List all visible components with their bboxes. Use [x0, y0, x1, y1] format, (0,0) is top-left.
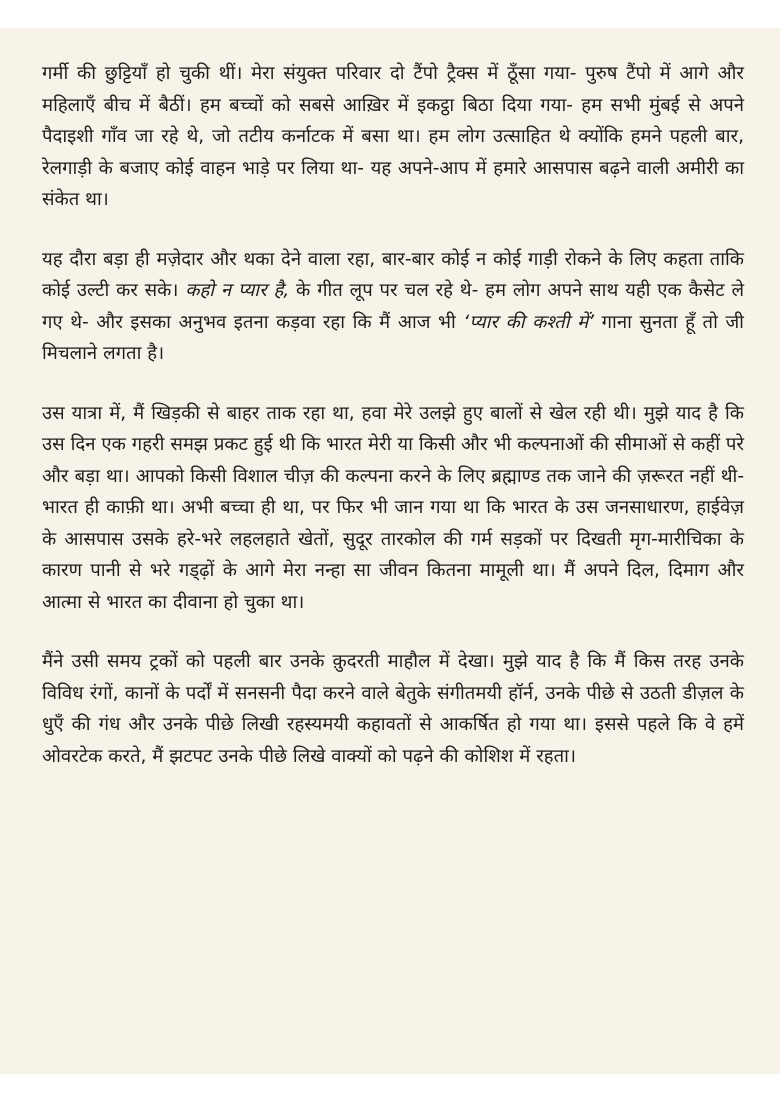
paragraph-text: मैंने उसी समय ट्रकों को पहली बार उनके क़ुदरती माहौल में देखा। मुझे याद है कि मैं किस तरह उनके विविध रंगों, कानों के पर्दों में सनसनी पैदा करने वाले बेतुके संगीतमयी हॉर्न, उनके पीछे से उठती डीज़ल के धुएँ की गंध और उनके पीछे लिखी रहस्यमयी कहावतों से आकर्षित हो गया था। इससे पहले कि वे हमें ओवरटेक करते, मैं झटपट उनके पीछे लिखे वाक्यों को पढ़ने की कोशिश में रहता। [42, 651, 744, 767]
paragraph-window-view [42, 398, 744, 619]
film-title-italic: कहो न प्यार है, [185, 280, 290, 301]
paragraph-text: उस यात्रा में, मैं खिड़की से बाहर ताक रहा था, हवा मेरे उलझे हुए बालों से खेल रही थी। मुझे याद है कि उस दिन एक गहरी समझ प्रकट हुई थी कि भारत मेरी या किसी और भी कल्पनाओं की सीमाओं से कहीं परे और बड़ा था। आपको किसी विशाल चीज़ की कल्पना करने के लिए ब्रह्माण्ड तक जाने की ज़रूरत नहीं थी- भारत ही काफ़ी था। अभी बच्चा ही था, पर फिर भी जान गया था कि भारत के उस जनसाधारण, हाईवेज़ के आसपास उसके हरे-भरे लहलहाते खेतों, सुदूर तारकोल की गर्म सड़कों पर दिखती मृग-मारीचिका के कारण पानी से भरे गड्ढ़ों के आगे मेरा नन्हा सा जीवन कितना मामूली था। मैं अपने दिल, दिमाग और आत्मा से भारत का दीवाना हो चुका था। [42, 402, 744, 613]
paragraph-trucks [42, 646, 744, 772]
paragraph-text: गाना सुनता हूँ तो जी मिचलाने लगता है। [42, 311, 744, 364]
paragraph-text: यह दौरा बड़ा ही मज़ेदार और थका देने वाला रहा, बार-बार कोई न कोई गाड़ी रोकने के लिए कहता ताकि कोई उल्टी कर सके। [42, 248, 744, 301]
book-page [0, 28, 780, 1074]
song-title-italic: ‘प्यार की कश्ती में’ [463, 311, 595, 333]
paragraph-summer-holiday-trip [42, 58, 744, 216]
paragraph-journey-songs [42, 244, 744, 370]
paragraph-text: के गीत लूप पर चल रहे थे- हम लोग अपने साथ यही एक कैसेट ले गए थे- और इसका अनुभव इतना कड़वा रहा कि मैं आज भी [42, 280, 744, 333]
paragraph-text: गर्मी की छुट्टियाँ हो चुकी थीं। मेरा संयुक्त परिवार दो टैंपो ट्रैक्स में ठूँसा गया- पुरुष टैंपो में आगे और महिलाएँ बीच में बैठीं। हम बच्चों को सबसे आख़िर में इकट्ठा बिठा दिया गया- हम सभी मुंबई से अपने पैदाइशी गाँव जा रहे थे, जो तटीय कर्नाटक में बसा था। हम लोग उत्साहित थे क्योंकि हमने पहली बार, रेलगाड़ी के बजाए कोई वाहन भाड़े पर लिया था- यह अपने-आप में हमारे आसपास बढ़ने वाली अमीरी का संकेत था। [42, 63, 744, 210]
